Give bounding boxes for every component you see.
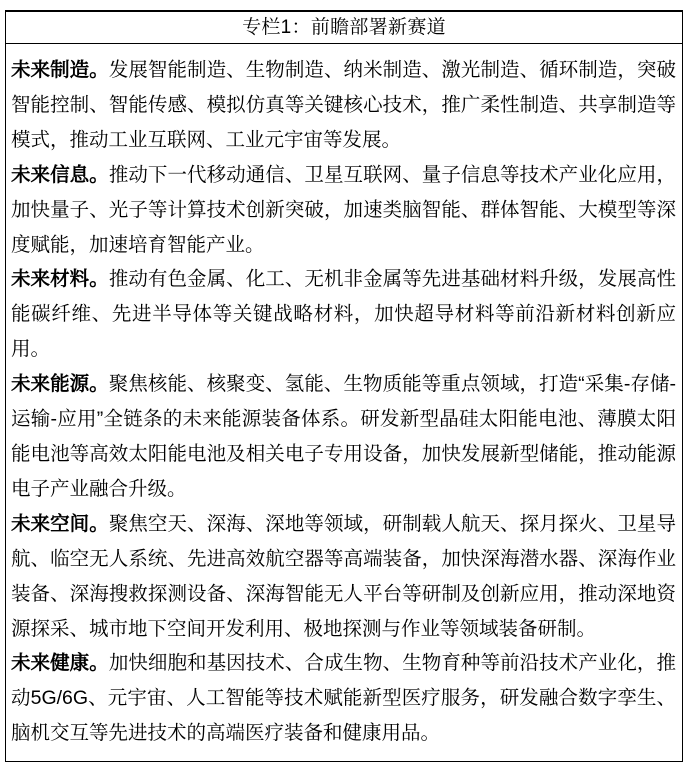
section-body: 发展智能制造、生物制造、纳米制造、激光制造、循环制造，突破智能控制、智能传感、模拟仿真等关键核心技术，推广柔性制造、共享制造等模式，推动工业互联网、工业元宇宙等发展。: [11, 59, 676, 151]
section-paragraph: [11, 367, 676, 507]
callout-box-title: 专栏1：前瞻部署新赛道: [242, 17, 446, 38]
section-paragraph: [11, 53, 676, 158]
section-body: 聚焦空天、深海、深地等领域，研制载人航天、探月探火、卫星导航、临空无人系统、先进高效航空器等高端装备，加快深海潜水器、深海作业装备、深海搜救探测设备、深海智能无人平台等研制及创新应用，推动深地资源探采、城市地下空间开发利用、极地探测与作业等领域装备研制。: [11, 512, 676, 640]
section-lead: 未来制造。: [11, 59, 109, 81]
section-lead: 未来空间。: [11, 512, 109, 535]
section-lead: 未来健康。: [11, 652, 109, 675]
callout-box: [5, 10, 683, 762]
section-paragraph: [11, 646, 676, 751]
section-lead: 未来材料。: [11, 268, 109, 291]
callout-box-body: [6, 44, 682, 761]
section-body: 推动有色金属、化工、无机非金属等先进基础材料升级，发展高性能碳纤维、先进半导体等关键战略材料，加快超导材料等前沿新材料创新应用。: [11, 268, 676, 361]
section-paragraph: [11, 158, 676, 263]
section-body: 加快细胞和基因技术、合成生物、生物育种等前沿技术产业化，推动5G/6G、元宇宙、人工智能等技术赋能新型医疗服务，研发融合数字孪生、脑机交互等先进技术的高端医疗装备和健康用品。: [11, 652, 676, 745]
callout-box-title-row: [6, 12, 682, 44]
section-paragraph: [11, 507, 676, 647]
section-body: 推动下一代移动通信、卫星互联网、量子信息等技术产业化应用，加快量子、光子等计算技术创新突破，加速类脑智能、群体智能、大模型等深度赋能，加速培育智能产业。: [11, 163, 676, 256]
section-paragraph: [11, 262, 676, 367]
section-lead: 未来能源。: [11, 373, 109, 396]
section-lead: 未来信息。: [11, 163, 109, 186]
section-body: 聚焦核能、核聚变、氢能、生物质能等重点领域，打造“采集-存储-运输-应用”全链条的未来能源装备体系。研发新型晶硅太阳能电池、薄膜太阳能电池等高效太阳能电池及相关电子专用设备，加快发展新型储能，推动能源电子产业融合升级。: [11, 373, 676, 500]
